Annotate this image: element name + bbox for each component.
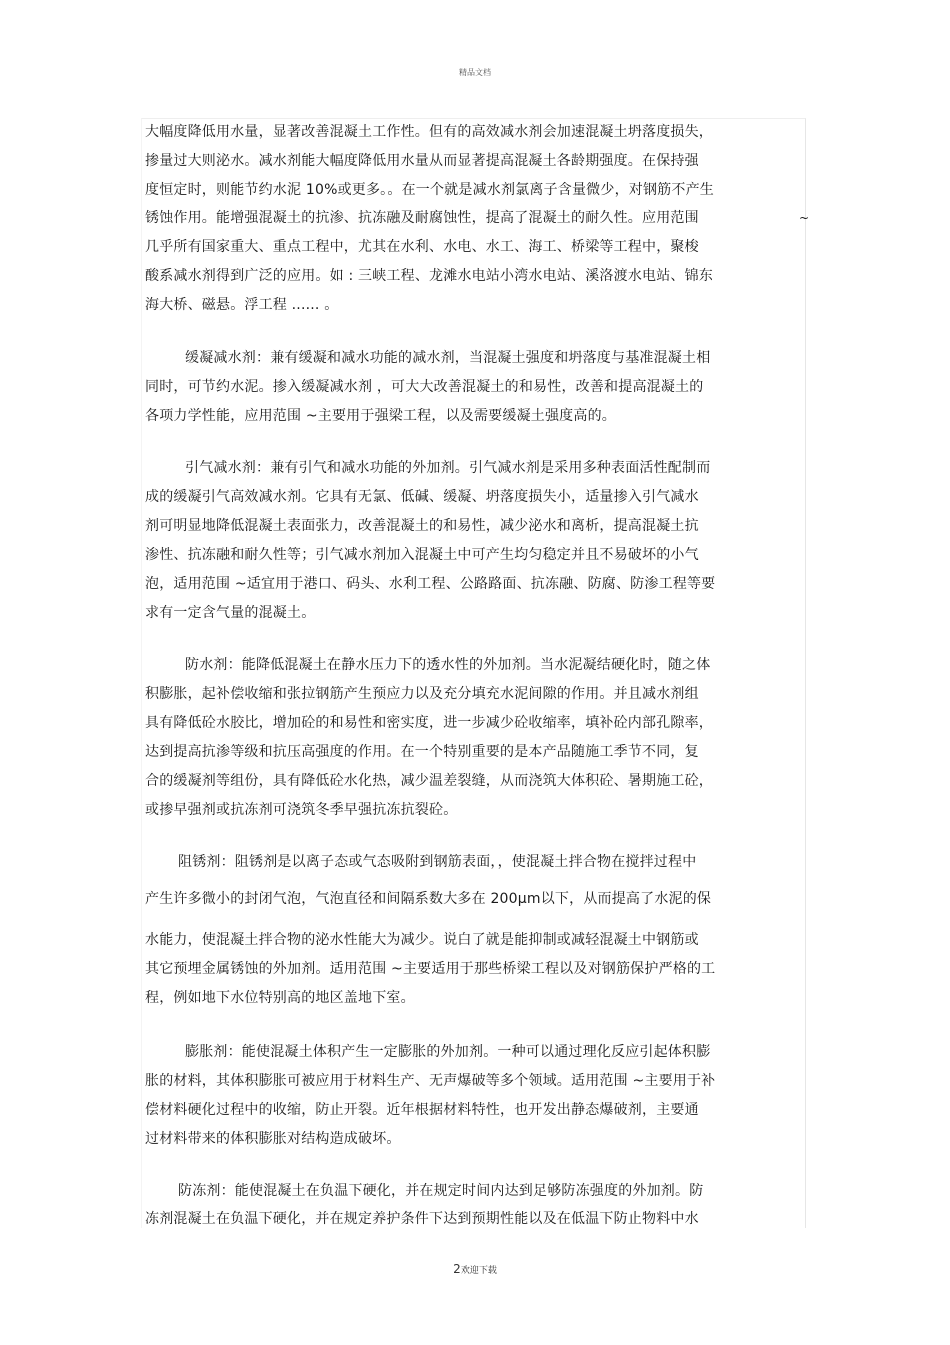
footer-text: 欢迎下载: [460, 1266, 497, 1276]
text-line: 引气减水剂：兼有引气和减水功能的外加剂。引气减水剂是采用多种表面活性配制而: [185, 460, 711, 476]
text-line: 缓凝减水剂：兼有缓凝和减水功能的减水剂，当混凝土强度和坍落度与基准混凝土相: [185, 350, 711, 366]
text-line: 胀的材料，其体积膨胀可被应用于材料生产、无声爆破等多个领域。适用范围 ~主要用于补: [145, 1073, 716, 1089]
text-line: 达到提高抗渗等级和抗压高强度的作用。在一个特别重要的是本产品随施工季节不同，复: [145, 744, 699, 760]
text-line: 偿材料硬化过程中的收缩，防止开裂。近年根据材料特性，也开发出静态爆破剂，主要通: [145, 1102, 699, 1118]
text-line: 合的缓凝剂等组份，具有降低砼水化热，减少温差裂缝，从而浇筑大体积砼、暑期施工砼，: [145, 773, 713, 789]
text-line: 度恒定时，则能节约水泥 10%或更多。。在一个就是减水剂氯离子含量微少，对钢筋不产生: [145, 182, 714, 198]
text-line: 冻剂混凝土在负温下硬化，并在规定养护条件下达到预期性能以及在低温下防止物料中水: [145, 1211, 699, 1227]
tilde-mark: ~: [799, 211, 810, 225]
text-line: 海大桥、磁悬。浮工程 ...... 。: [145, 297, 339, 313]
text-line: 成的缓凝引气高效减水剂。它具有无氯、低碱、缓凝、坍落度损失小，适量掺入引气减水: [145, 489, 699, 505]
text-line: 几乎所有国家重大、重点工程中，尤其在水利、水电、水工、海工、桥梁等工程中，聚梭: [145, 239, 699, 255]
text-line: 剂可明显地降低混凝土表面张力，改善混凝土的和易性，减少泌水和离析，提高混凝土抗: [145, 518, 699, 534]
page-number: 2: [453, 1262, 461, 1276]
page-footer: [0, 1262, 950, 1276]
text-line: 阻锈剂：阻锈剂是以离子态或气态吸附到钢筋表面，，使混凝土拌合物在搅拌过程中: [178, 854, 697, 870]
text-line: 防水剂：能降低混凝土在静水压力下的透水性的外加剂。当水泥凝结硬化时，随之体: [185, 657, 711, 673]
text-line: 防冻剂：能使混凝土在负温下硬化，并在规定时间内达到足够防冻强度的外加剂。防: [178, 1183, 704, 1199]
text-line: 产生许多微小的封闭气泡，气泡直径和间隔系数大多在 200μm以下，从而提高了水泥的保: [145, 891, 712, 907]
text-line: 锈蚀作用。能增强混凝土的抗渗、抗冻融及耐腐蚀性，提高了混凝土的耐久性。应用范围: [145, 210, 699, 226]
text-line: 各项力学性能，应用范围 ~主要用于强梁工程，以及需要缓凝土强度高的。: [145, 408, 616, 424]
text-line: 其它预埋金属锈蚀的外加剂。适用范围 ~主要适用于那些桥梁工程以及对钢筋保护严格的工: [145, 961, 716, 977]
text-line: 泡，适用范围 ~适宜用于港口、码头、水利工程、公路路面、抗冻融、防腐、防渗工程等要: [145, 576, 716, 592]
text-line: 积膨胀，起补偿收缩和张拉钢筋产生预应力以及充分填充水泥间隙的作用。并且减水剂组: [145, 686, 699, 702]
text-line: 求有一定含气量的混凝土。: [145, 605, 316, 621]
text-line: 水能力，使混凝土拌合物的泌水性能大为减少。说白了就是能抑制或减轻混凝土中钢筋或: [145, 932, 699, 948]
text-line: 酸系减水剂得到广泛的应用。如 : 三峡工程、龙滩水电站小湾水电站、溪洛渡水电站、锦东: [145, 268, 714, 284]
text-line: 掺量过大则泌水。减水剂能大幅度降低用水量从而显著提高混凝土各龄期强度。在保持强: [145, 153, 699, 169]
text-line: 程，例如地下水位特别高的地区盖地下室。: [145, 990, 415, 1006]
text-line: 或掺早强剂或抗冻剂可浇筑冬季早强抗冻抗裂砼。: [145, 802, 458, 818]
page-header: 精品文档: [459, 68, 491, 77]
text-line: 过材料带来的体积膨胀对结构造成破坏。: [145, 1131, 401, 1147]
text-line: 同时，可节约水泥。掺入缓凝减水剂 ，可大大改善混凝土的和易性，改善和提高混凝土的: [145, 379, 704, 395]
text-line: 膨胀剂：能使混凝土体积产生一定膨胀的外加剂。一种可以通过理化反应引起体积膨: [185, 1044, 711, 1060]
text-line: 渗性、抗冻融和耐久性等；引气减水剂加入混凝土中可产生均匀稳定并且不易破坏的小气: [145, 547, 699, 563]
text-line: 大幅度降低用水量，显著改善混凝土工作性。但有的高效减水剂会加速混凝土坍落度损失，: [145, 124, 713, 140]
text-line: 具有降低砼水胶比，增加砼的和易性和密实度，进一步减少砼收缩率，填补砼内部孔隙率，: [145, 715, 713, 731]
